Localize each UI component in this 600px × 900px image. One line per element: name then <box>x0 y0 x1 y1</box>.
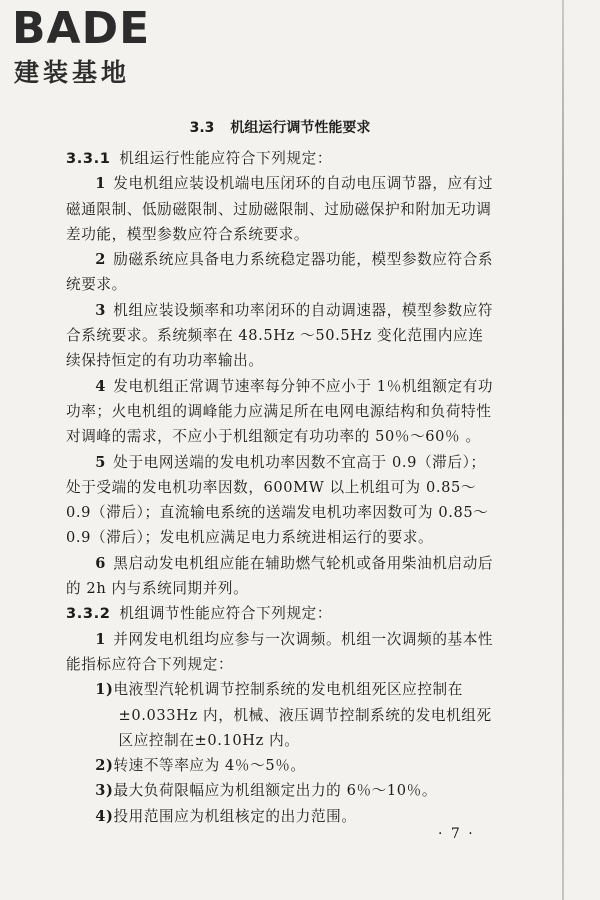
logo-brand: BADE <box>12 3 151 54</box>
section-number: 3.3 <box>189 120 215 136</box>
clause-number: 3.3.2 <box>66 605 111 623</box>
item-text: 处于电网送端的发电机功率因数不宜高于 0.9（滞后）；处于受端的发电机功率因数，600MW 以上机组可为 0.85～0.9（滞后）；直流输电系统的送端发电机功率因数可为 0.85～0.9（滞后）；发电机应满足电力系统进相运行的要求。 <box>66 453 489 547</box>
item-number: 2 <box>95 251 106 269</box>
item-number: 3 <box>95 301 106 319</box>
list-item <box>66 374 496 450</box>
sub-list-item <box>66 804 496 829</box>
sub-list-item <box>66 778 496 803</box>
page-binding-edge <box>562 0 564 900</box>
sub-list-item <box>66 677 496 753</box>
clause-number: 3.3.1 <box>66 150 111 167</box>
clause-lead-text: 机组运行性能应符合下列规定： <box>119 150 333 167</box>
sub-list-item <box>66 753 496 778</box>
list-item <box>66 627 496 678</box>
clause-3-3-1-lead <box>66 146 496 171</box>
item-number: 6 <box>95 554 106 572</box>
page-number: · 7 · <box>438 826 475 842</box>
sub-item-text: 电液型汽轮机调节控制系统的发电机组死区应控制在±0.033Hz 内，机械、液压调节控制系统的发电机组死区应控制在±0.10Hz 内。 <box>113 681 492 749</box>
bade-logo <box>12 3 182 92</box>
list-item <box>66 247 496 298</box>
sub-item-number: 3) <box>95 782 114 800</box>
sub-item-number: 2) <box>95 757 114 775</box>
document-body <box>66 146 496 829</box>
sub-item-text: 转速不等率应为 4％～5％。 <box>113 757 306 775</box>
item-text: 发电机组正常调节速率每分钟不应小于 1％机组额定有功功率；火电机组的调峰能力应满足所在电网电源结构和负荷特性对调峰的需求，不应小于机组额定有功功率的 50％～60％ 。 <box>66 377 494 446</box>
section-heading <box>0 117 560 137</box>
clause-lead-text: 机组调节性能应符合下列规定： <box>119 605 333 623</box>
list-item <box>66 298 496 374</box>
clause-3-3-2-lead <box>66 601 496 626</box>
list-item <box>66 450 496 551</box>
sub-item-text: 投用范围应为机组核定的出力范围。 <box>113 807 357 825</box>
item-text: 黑启动发电机组应能在辅助燃气轮机或备用柴油机启动后的 2h 内与系统同期并列。 <box>66 554 494 598</box>
logo-subtitle: 建装基地 <box>14 58 131 87</box>
sub-item-number: 4) <box>95 807 114 825</box>
section-title: 机组运行调节性能要求 <box>230 120 371 136</box>
item-text: 发电机组应装设机端电压闭环的自动电压调节器，应有过磁通限制、低励磁限制、过励磁限制、过励磁保护和附加无功调差功能，模型参数应符合系统要求。 <box>66 175 494 243</box>
list-item <box>66 551 496 602</box>
list-item <box>66 171 496 247</box>
sub-item-text: 最大负荷限幅应为机组额定出力的 6％～10％。 <box>113 782 438 800</box>
item-text: 并网发电机组均应参与一次调频。机组一次调频的基本性能指标应符合下列规定： <box>66 630 494 673</box>
item-text: 机组应装设频率和功率闭环的自动调速器，模型参数应符合系统要求。系统频率在 48.5Hz ～50.5Hz 变化范围内应连续保持恒定的有功功率输出。 <box>66 301 494 370</box>
item-number: 5 <box>95 453 106 471</box>
item-number: 4 <box>95 377 106 395</box>
sub-item-number: 1) <box>95 681 114 699</box>
item-number: 1 <box>95 175 106 193</box>
item-text: 励磁系统应具备电力系统稳定器功能，模型参数应符合系统要求。 <box>66 251 494 294</box>
item-number: 1 <box>95 630 106 648</box>
